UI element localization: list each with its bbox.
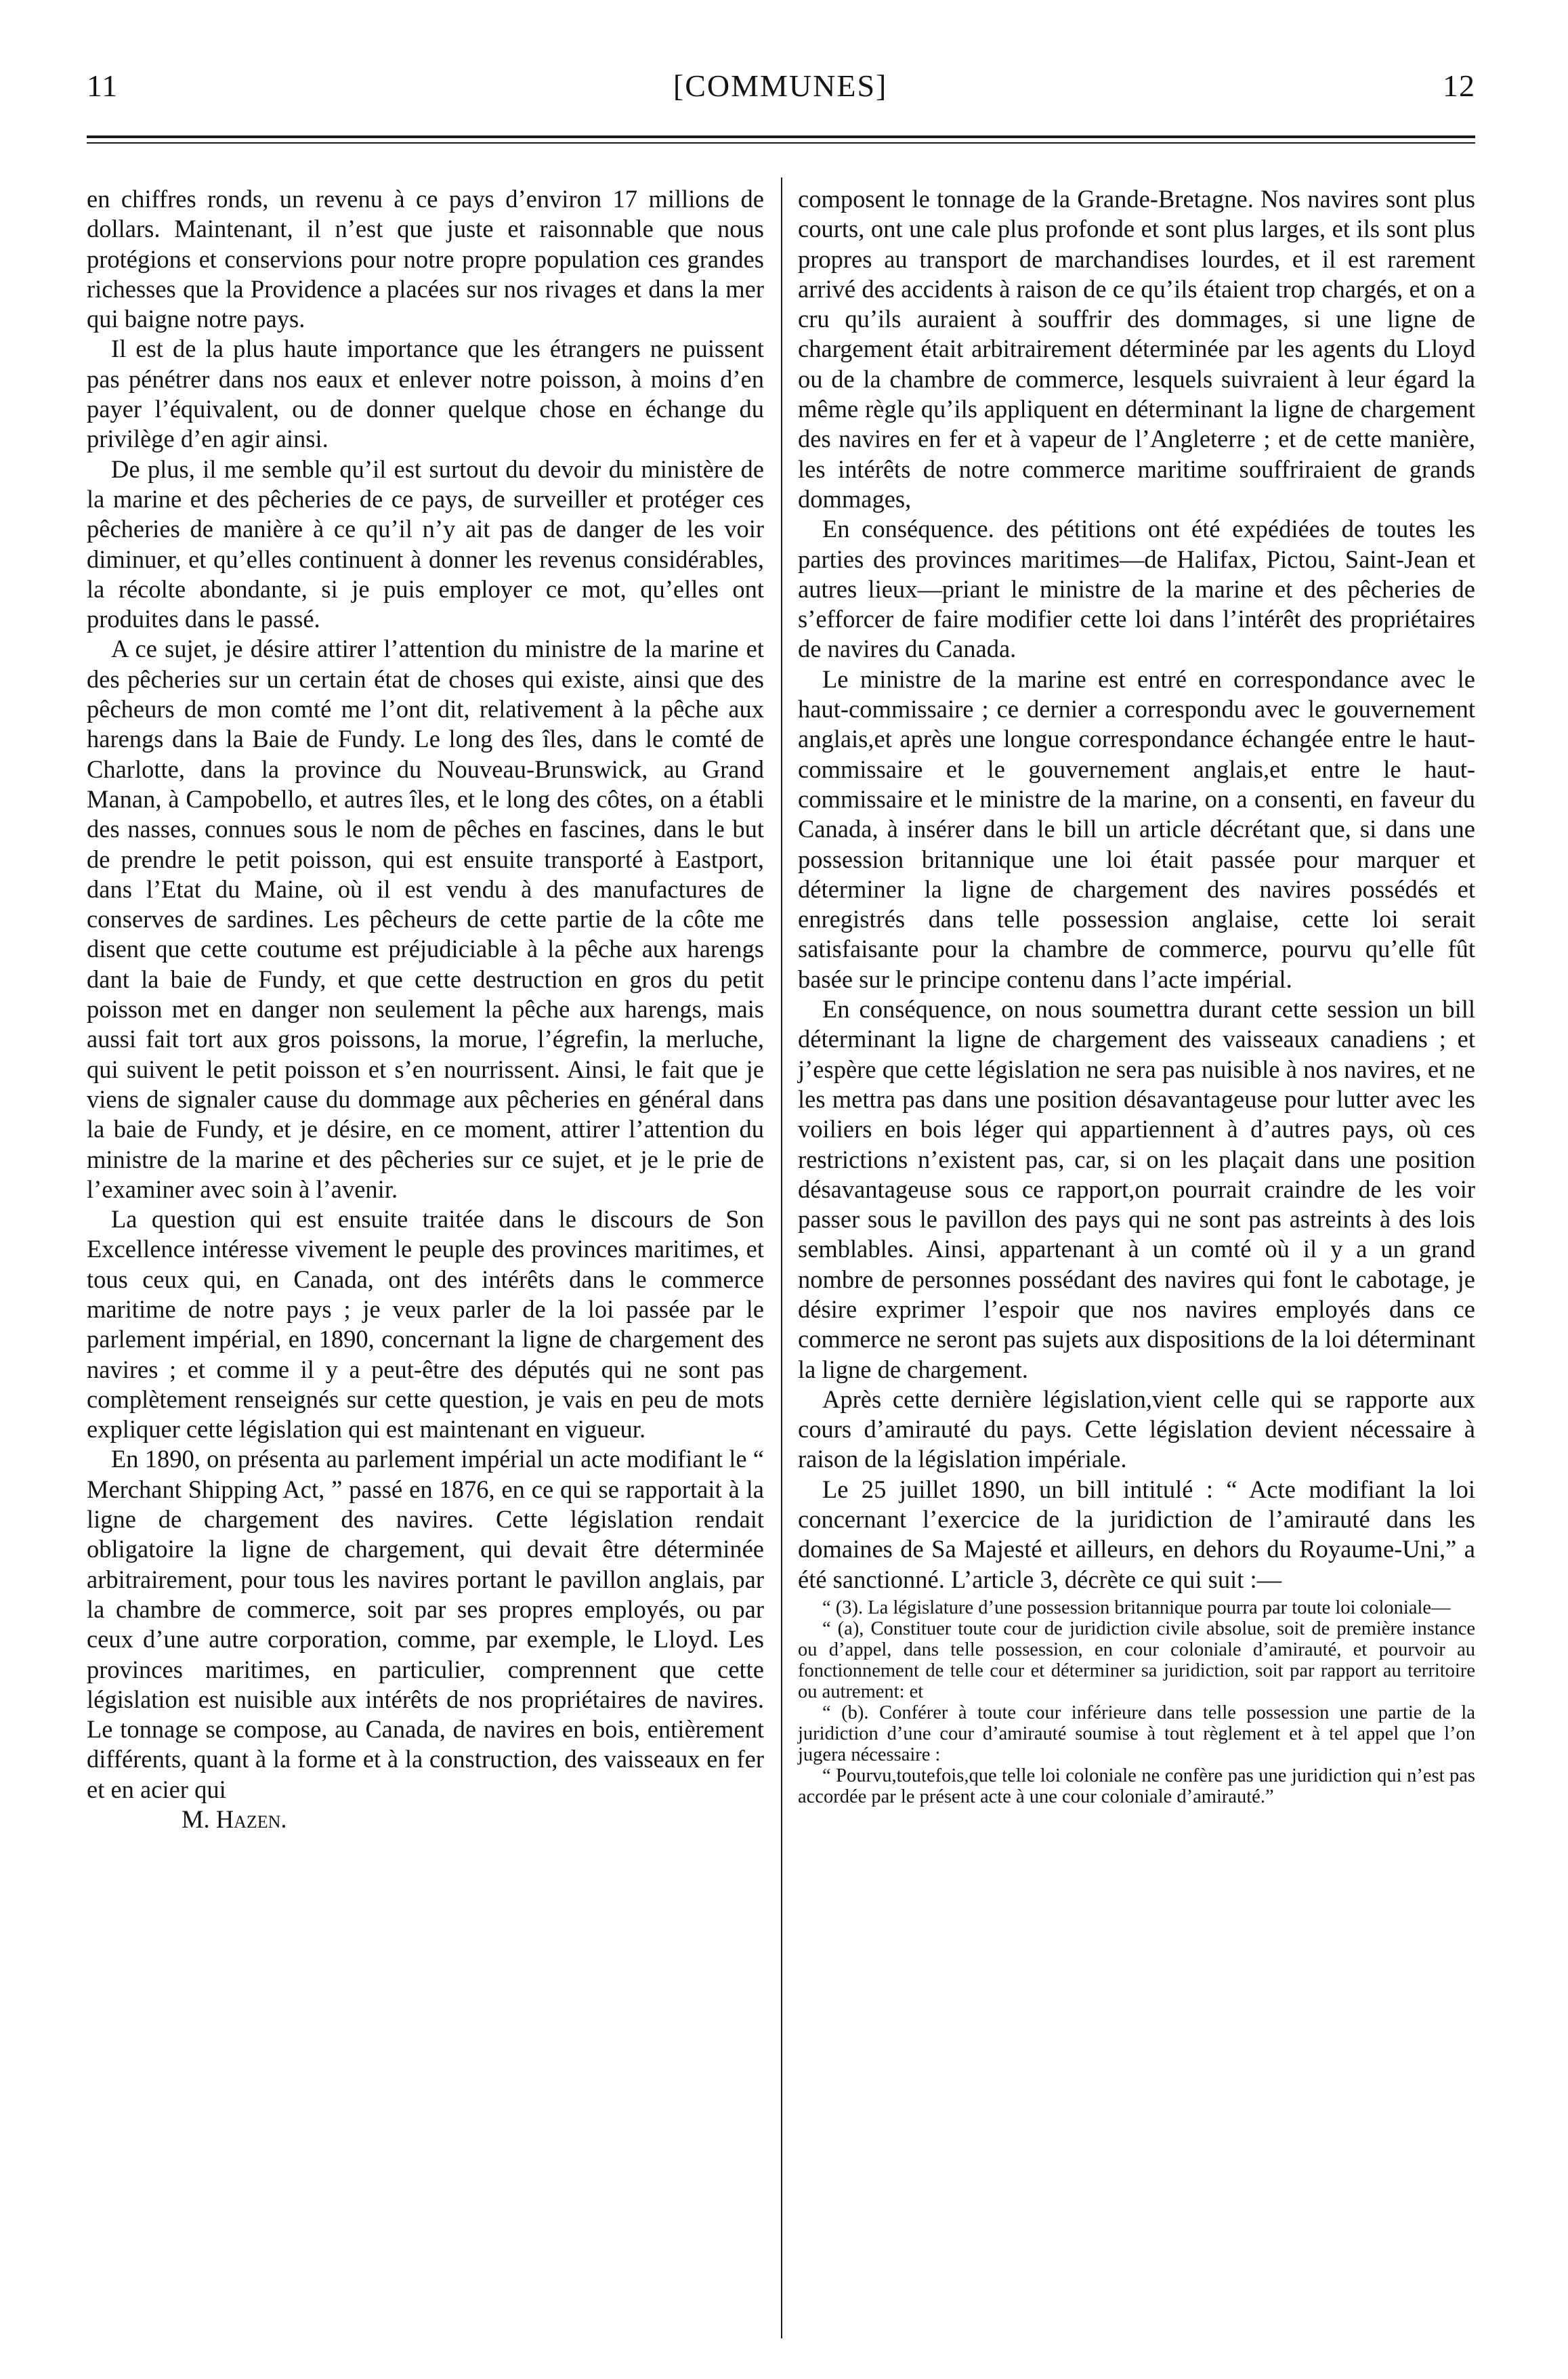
paragraph: La question qui est ensuite traitée dans le discours de Son Excellence intéresse vivement le peuple des provinces maritimes, et tous ceux qui, en Canada, ont des intérêts dans le commerce maritime de notre pays ; je veux parler de la loi passée par le parlement impérial, en 1890, concernant la ligne de chargement des navires ; et comme il y a peut-être des députés qui ne sont pas complètement renseignés sur cette question, je vais en peu de mots expliquer cette législation qui est maintenant en vigueur. — [87, 1205, 764, 1444]
paragraph: A ce sujet, je désire attirer l’attention du ministre de la marine et des pêcheries sur un certain état de choses qui existe, ainsi que des pêcheurs de mon comté me l’ont dit, relativement à la pêche aux harengs dans la Baie de Fundy. Le long des îles, dans le comté de Charlotte, dans la province du Nouveau-Brunswick, au Grand Manan, à Campobello, et autres îles, et le long des côtes, on a établi des nasses, connues sous le nom de pêches en fascines, dans le but de prendre le petit poisson, qui est ensuite transporté à Eastport, dans l’Etat du Maine, où il est vendu à des manufactures de conserves de sardines. Les pêcheurs de cette partie de la côte me disent que cette coutume est préjudiciable à la pêche aux harengs dant la baie de Fundy, et que cette destruction en gros du petit poisson met en danger non seulement la pêche aux harengs, mais aussi fait tort aux gros poissons, la morue, l’égrefin, la merluche, qui suivent le petit poisson et s’en nourrissent. Ainsi, le fait que je viens de signaler cause du dommage aux pêcheries en général dans la baie de Fundy, et je désire, en ce moment, attirer l’attention du ministre de la marine et des pêcheries sur ce sujet, et je le prie de l’examiner avec soin à l’avenir. — [87, 635, 764, 1203]
paragraph: En conséquence, on nous soumettra durant cette session un bill déterminant la ligne de chargement des vaisseaux canadiens ; et j’espère que cette législation ne sera pas nuisible à nos navires, et ne les mettra pas dans une position désavantageuse pour lutter avec les voiliers en bois léger qui appartiennent à d’autres pays, où ces restrictions n’existent pas, car, si on les plaçait dans une position désavantageuse sous ce rapport,on pourrait craindre de les voir passer sous le pavillon des pays qui ne sont pas astreints à des lois semblables. Ainsi, appartenant à un comté où il y a un grand nombre de personnes possédant des navires qui font le cabotage, je désire exprimer l’espoir que nos navires employés dans ce commerce ne seront pas sujets aux dispositions de la loi déterminant la ligne de chargement. — [798, 995, 1475, 1383]
header-rule — [87, 135, 1475, 144]
column-divider — [781, 177, 782, 2338]
page-number-right: 12 — [1442, 68, 1475, 103]
quoted-article — [798, 1597, 1475, 1807]
paragraph: Après cette dernière législation,vient celle qui se rapporte aux cours d’amirauté du pays. Cette législation devient nécessaire à raison de la législation impériale. — [798, 1385, 1475, 1473]
quote-paragraph: “ (3). La législature d’une possession britannique pourra par toute loi coloniale— — [822, 1597, 1451, 1618]
page-header — [87, 68, 1475, 122]
quote-paragraph: “ (a), Constituer toute cour de juridiction civile absolue, soit de première instance ou d’appel, dans telle possession, en cour coloniale d’amirauté, et pourvoir au fonctionnement de telle cour et déterminer sa juridiction, soit par rapport au territoire ou autrement: et — [798, 1618, 1475, 1702]
paragraph: Le ministre de la marine est entré en correspondance avec le haut-commissaire ; ce dernier a correspondu avec le gouvernement anglais,et après une longue correspondance échangée entre le haut-commissaire et le gouvernement anglais,et entre le haut-commissaire et le ministre de la marine, on a consenti, en faveur du Canada, à insérer dans le bill un article décrétant que, si dans une possession britannique une loi était passée pour marquer et déterminer la ligne de chargement des navires possédés et enregistrés dans telle possession anglaise, cette loi serait satisfaisante pour la chambre de commerce, pourvu qu’elle fût basée sur le principe contenu dans l’acte impérial. — [798, 665, 1475, 993]
paragraph: En 1890, on présenta au parlement impérial un acte modifiant le “ Merchant Shipping Act, ” passé en 1876, en ce qui se rapportait à la ligne de chargement des navires. Cette législation rendait obligatoire la ligne de chargement, qui devait être déterminée arbitrairement, pour tous les navires portant le pavillon anglais, par la chambre de commerce, soit par ses propres employés, ou par ceux d’une autre corporation, comme, par exemple, le Lloyd. Les provinces maritimes, en particulier, comprennent que cette législation est nuisible aux intérêts de nos propriétaires de navires. Le tonnage se compose, au Canada, de navires en bois, entièrement différents, quant à la forme et à la construction, des vaisseaux en fer et en acier qui — [87, 1445, 764, 1803]
left-column — [87, 184, 764, 1834]
page-number-left: 11 — [87, 68, 119, 103]
text-columns — [87, 184, 1475, 1834]
paragraph: en chiffres ronds, un revenu à ce pays d’environ 17 millions de dollars. Maintenant, il n’est que juste et raisonnable que nous protégions et conservions pour notre propre population ces grandes richesses que la Providence a placées sur nos rivages et dans la mer qui baigne notre pays. — [87, 185, 764, 333]
quote-paragraph: “ Pourvu,toutefois,que telle loi coloniale ne confère pas une juridiction qui n’est pas accordée par le présent acte à une cour coloniale d’amirauté.” — [798, 1765, 1475, 1807]
quote-paragraph: “ (b). Conférer à toute cour inférieure dans telle possession une partie de la juridiction d’une cour d’amirauté soumise à tout règlement et à tel appel que l’on jugera nécessaire : — [798, 1702, 1475, 1765]
right-column — [798, 184, 1475, 1834]
running-title: [COMMUNES] — [673, 68, 888, 103]
paragraph: composent le tonnage de la Grande-Bretagne. Nos navires sont plus courts, ont une cale plus profonde et sont plus larges, et ils sont plus propres au transport de marchandises lourdes, et il est rarement arrivé des accidents à raison de ce qu’ils étaient trop chargés, et on a cru qu’ils auraient à souffrir des dommages, si une ligne de chargement était arbitrairement déterminée par les agents du Lloyd ou de la chambre de commerce, lesquels suivraient à leur égard la même règle qu’ils appliquent en déterminant la ligne de chargement des navires en fer et à vapeur de l’Angleterre ; et de cette manière, les intérêts de notre commerce maritime souffriraient de grands dommages, — [798, 185, 1475, 513]
paragraph: En conséquence. des pétitions ont été expédiées de toutes les parties des provinces maritimes—de Halifax, Pictou, Saint-Jean et autres lieux—priant le ministre de la marine et des pêcheries de s’efforcer de faire modifier cette loi dans l’intérêt des propriétaires de navires du Canada. — [798, 515, 1475, 663]
page — [87, 68, 1475, 1834]
paragraph: Le 25 juillet 1890, un bill intitulé : “ Acte modifiant la loi concernant l’exercice de la juridiction de l’amirauté dans les domaines de Sa Majesté et ailleurs, en dehors du Royaume-Uni,” a été sanctionné. L’article 3, décrète ce qui suit :— — [798, 1475, 1475, 1593]
speaker-name: M. Hazen. — [182, 1805, 287, 1834]
paragraph: De plus, il me semble qu’il est surtout du devoir du ministère de la marine et des pêcheries de ce pays, de surveiller et protéger ces pêcheries de manière à ce qu’il n’y ait pas de danger de les voir diminuer, et qu’elles continuent à donner les revenus considérables, la récolte abondante, si je puis employer ce mot, qu’elles ont produites dans le passé. — [87, 455, 764, 633]
paragraph: Il est de la plus haute importance que les étrangers ne puissent pas pénétrer dans nos eaux et enlever notre poisson, à moins d’en payer l’équivalent, ou de donner quelque chose en échange du privilège d’en agir ainsi. — [87, 335, 764, 453]
